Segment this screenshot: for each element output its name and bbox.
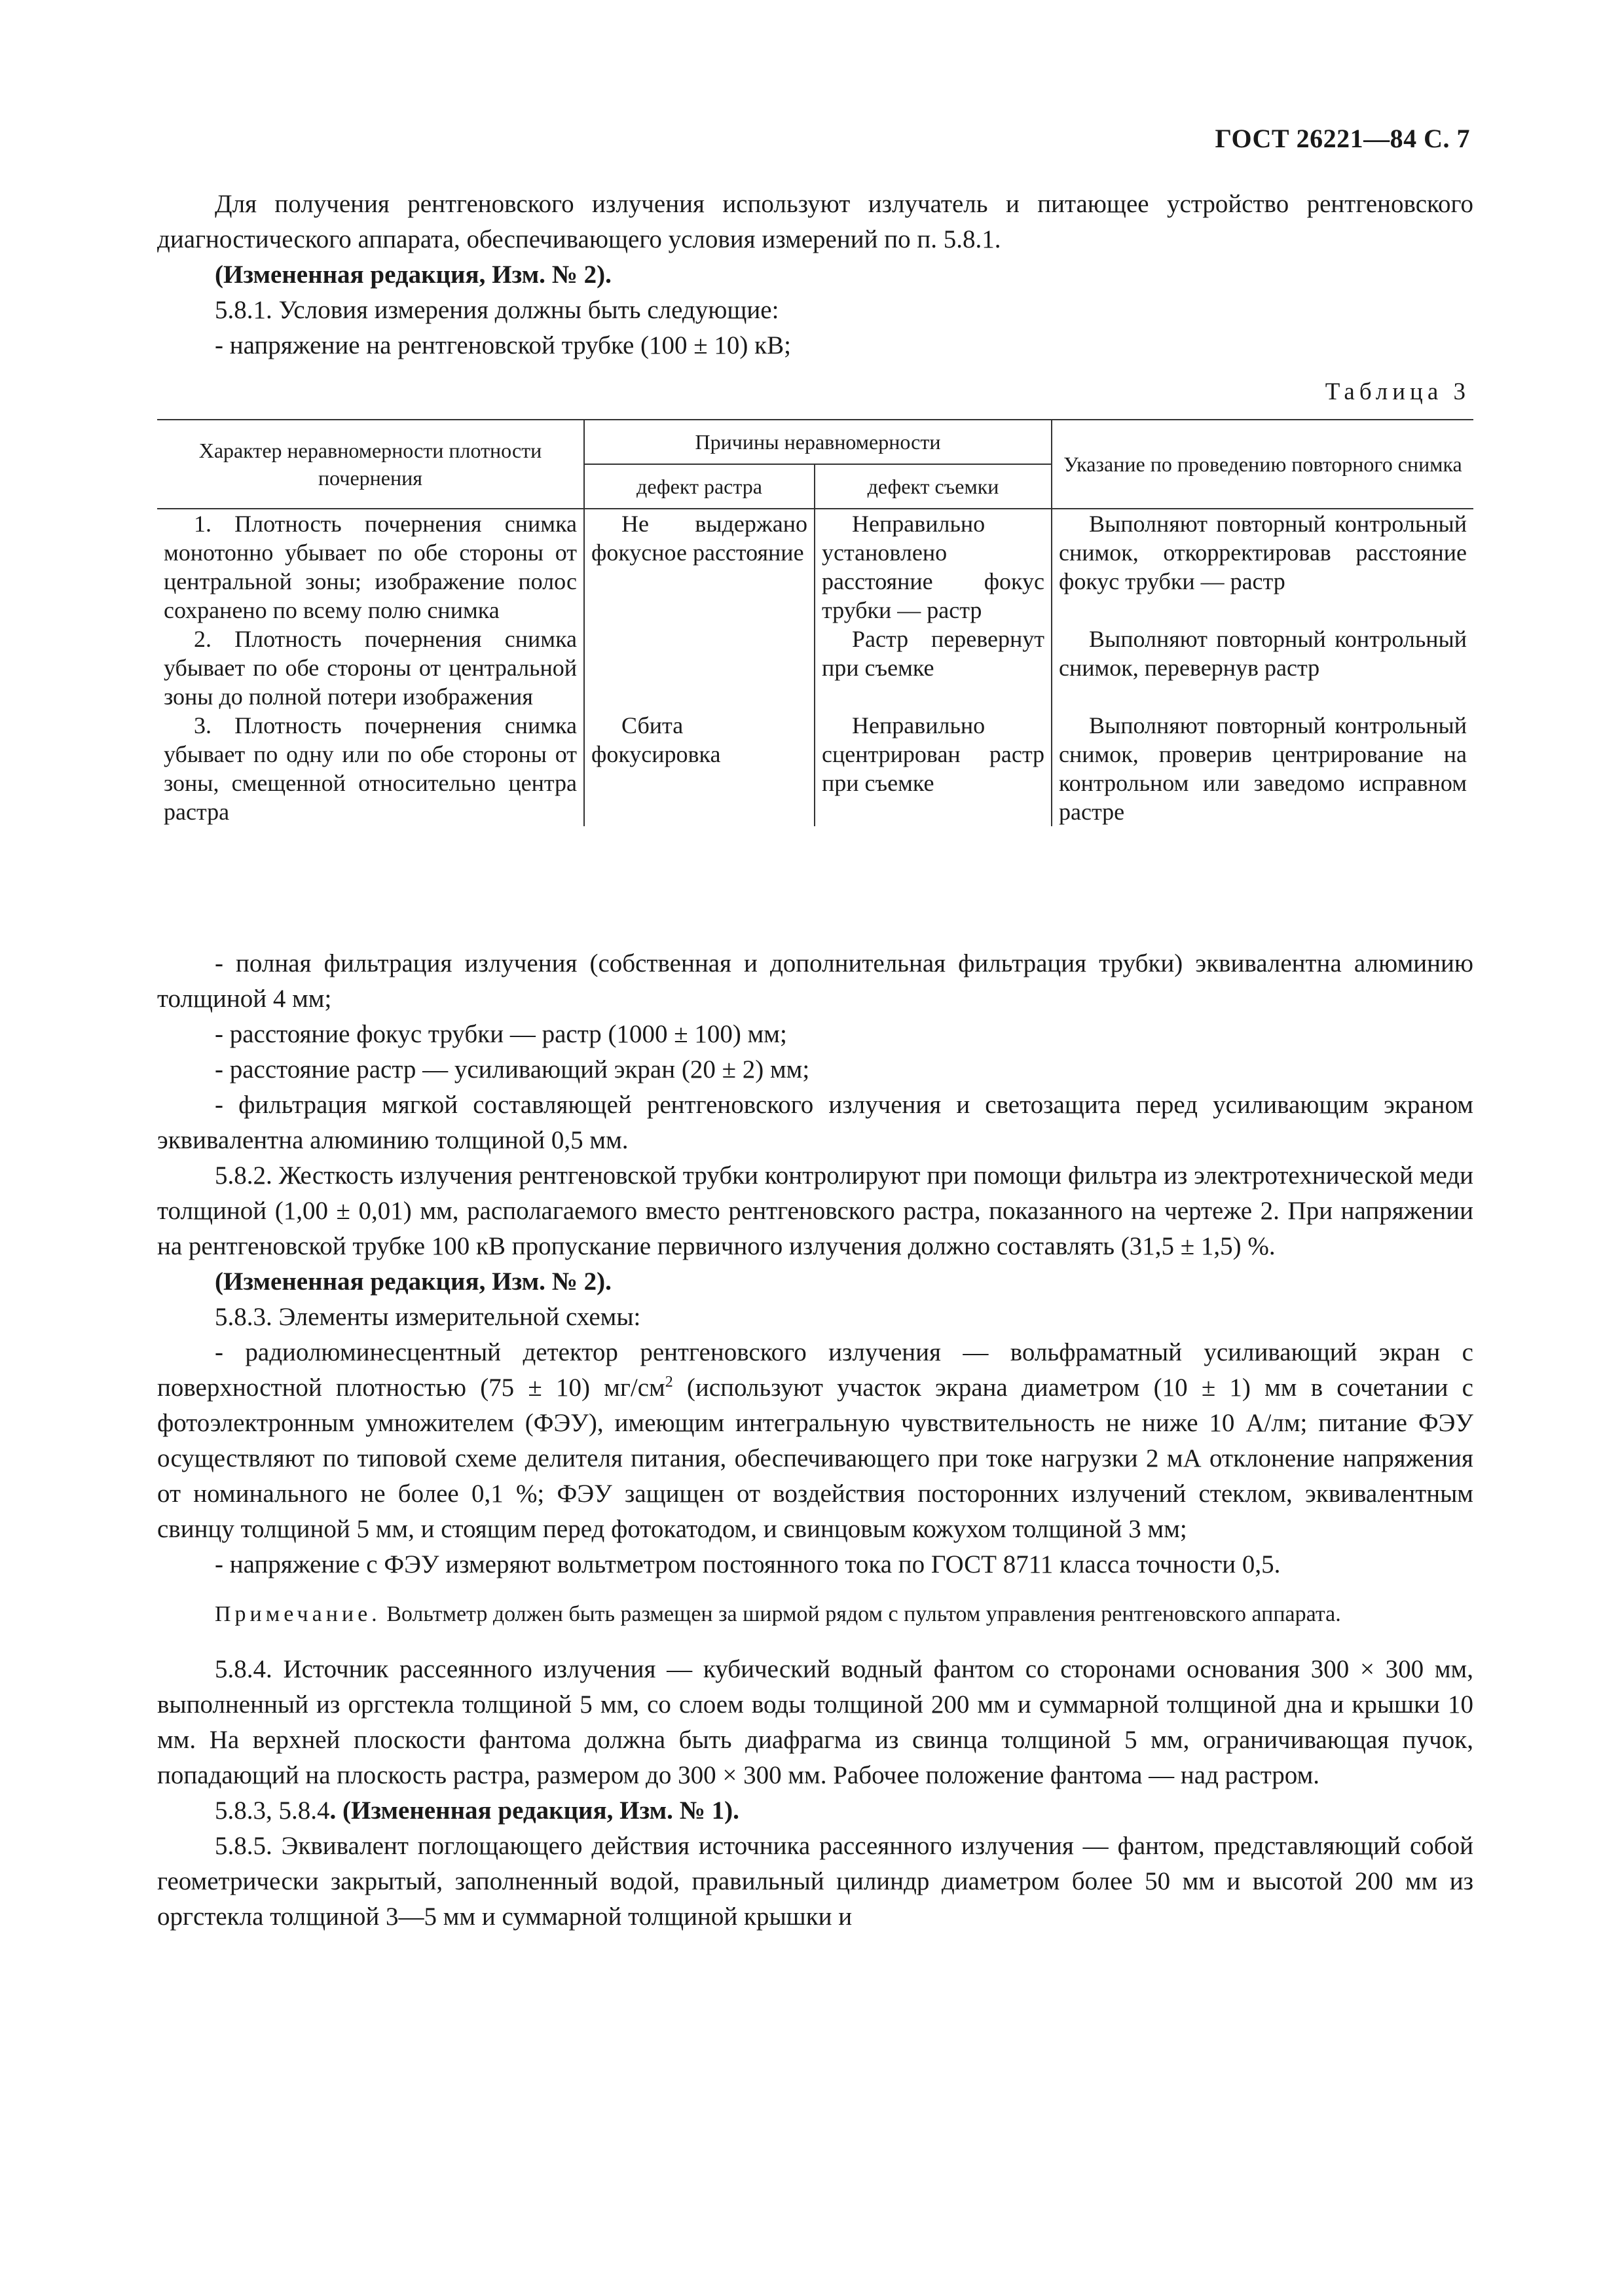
cell-raster-defect <box>584 625 815 711</box>
cell-shot-defect: Неправильно установлено расстояние фокус трубки — растр <box>815 509 1052 625</box>
col-header-causes: Причины неравномерности <box>584 420 1052 464</box>
amendment-note: (Измененная редакция, Изм. № 2). <box>215 1267 612 1296</box>
note-text: Вольтметр должен быть размещен за ширмой рядом с пультом управления рентгеновского аппарата. <box>380 1602 1341 1626</box>
page-header: ГОСТ 26221—84 С. 7 <box>1215 124 1470 153</box>
cell-shot-defect: Неправильно сцентрирован растр при съемке <box>815 711 1052 826</box>
cell-instruction: Выполняют повторный контрольный снимок, проверив центрирование на контрольном или заведомо исправном растре <box>1059 712 1467 825</box>
col-header-character: Характер неравномерности плотности почернения <box>157 420 584 509</box>
amendment-note: (Измененная редакция, Изм. № 2). <box>215 261 612 289</box>
intro-block <box>157 187 1473 363</box>
main-text-block <box>157 946 1473 1935</box>
table-row <box>157 509 1473 625</box>
clause-5-8-4: 5.8.4. Источник рассеянного излучения — кубический водный фантом со сторонами основания 300 × 300 мм, выполненный из оргстекла толщиной 5 мм, со слоем воды толщиной 200 мм и суммарной толщиной дна и крышки 10 мм. На верхней плоскости фантома должна быть диафрагма из свинца толщиной 5 мм, ограничивающая пучок, попадающий на плоскость растра, размером до 300 × 300 мм. Рабочее положение фантома — над растром. <box>157 1655 1473 1789</box>
intro-paragraph: Для получения рентгеновского излучения используют излучатель и питающее устройство рентгеновского диагностического аппарата, обеспечивающего условия измерений по п. 5.8.1. <box>157 190 1473 253</box>
clause-5-8-1: 5.8.1. Условия измерения должны быть следующие: <box>215 296 779 324</box>
cell-character: 3. Плотность почернения снимка убывает по одну или по обе стороны от зоны, смещенной относительно центра растра <box>157 711 584 826</box>
table-3 <box>157 419 1473 826</box>
col-header-shot-defect: дефект съемки <box>815 464 1052 509</box>
table-caption: Таблица 3 <box>1325 378 1470 405</box>
cell-raster-defect: Сбита фокусировка <box>584 711 815 826</box>
filtration-item: - полная фильтрация излучения (собственная и дополнительная фильтрация трубки) эквивалентна алюминию толщиной 4 мм; <box>157 949 1473 1013</box>
voltage-condition: - напряжение на рентгеновской трубке (100 ± 10) кВ; <box>215 331 791 359</box>
cell-instruction: Выполняют повторный контрольный снимок, перевернув растр <box>1059 626 1467 681</box>
detector-item: - радиолюминесцентный детектор рентгеновского излучения — вольфраматный усиливающий экран с поверхностной плотностью (75 ± 10) $мг/см^2$ (используют участок экрана диаметром (10 ± 1) мм в сочетании с фотоэлектронным умножителем (ФЭУ), имеющим интегральную чувствительность не ниже 10 А/лм; питание ФЭУ осуществляют по типовой схеме делителя питания, обеспечивающего при токе нагрузки 2 мА отклонение напряжения от номинального не более 0,1 %; ФЭУ защищен от воздействия посторонних излучений стеклом, эквивалентным свинцу толщиной 5 мм, и стоящим перед фотокатодом, и свинцовым кожухом толщиной 3 мм; <box>157 1338 1473 1543</box>
voltmeter-item: - напряжение с ФЭУ измеряют вольтметром постоянного тока по ГОСТ 8711 класса точности 0,5. <box>215 1550 1281 1578</box>
screen-distance-item: - расстояние растр — усиливающий экран (20 ± 2) мм; <box>215 1055 810 1084</box>
col-header-raster-defect: дефект растра <box>584 464 815 509</box>
cell-instruction: Выполняют повторный контрольный снимок, откорректировав расстояние фокус трубки — растр <box>1059 511 1467 594</box>
table-row <box>157 625 1473 711</box>
cell-character: 1. Плотность почернения снимка монотонно убывает по обе стороны от центральной зоны; изображение полос сохранено по всему полю снимка <box>157 509 584 625</box>
clause-5-8-2: 5.8.2. Жесткость излучения рентгеновской трубки контролируют при помощи фильтра из электротехнической меди толщиной (1,00 ± 0,01) мм, располагаемого вместо рентгеновского растра, показанного на чертеже 2. При напряжении на рентгеновской трубке 100 кВ пропускание первичного излучения должно составлять (31,5 ± 1,5) %. <box>157 1161 1473 1260</box>
cell-character: 2. Плотность почернения снимка убывает по обе стороны от центральной зоны до полной потери изображения <box>157 625 584 711</box>
clause-5-8-3: 5.8.3. Элементы измерительной схемы: <box>215 1303 641 1331</box>
focus-distance-item: - расстояние фокус трубки — растр (1000 ± 100) мм; <box>215 1020 787 1048</box>
soft-filtration-item: - фильтрация мягкой составляющей рентгеновского излучения и светозащита перед усиливающим экраном эквивалентна алюминию толщиной 0,5 мм. <box>157 1091 1473 1154</box>
amendment-note: 5.8.3, 5.8.4. (Измененная редакция, Изм. № 1). <box>215 1796 739 1825</box>
cell-raster-defect: Не выдержано фокусное расстояние <box>584 509 815 625</box>
col-header-instruction: Указание по проведению повторного снимка <box>1052 420 1473 509</box>
cell-shot-defect: Растр перевернут при съемке <box>815 625 1052 711</box>
clause-5-8-5: 5.8.5. Эквивалент поглощающего действия источника рассеянного излучения — фантом, представляющий собой геометрически закрытый, заполненный водой, правильный цилиндр диаметром более 50 мм и высотой 200 мм из оргстекла толщиной 3—5 мм и суммарной толщиной крышки и <box>157 1832 1473 1931</box>
note <box>157 1599 1473 1630</box>
note-label: Примечание. <box>215 1602 381 1626</box>
table-row <box>157 711 1473 826</box>
